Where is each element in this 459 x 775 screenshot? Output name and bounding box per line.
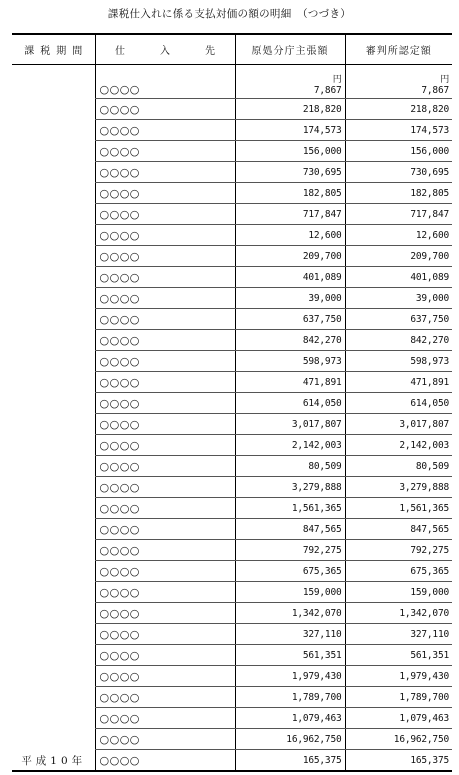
vendor-cell: ○○○○ bbox=[95, 666, 235, 687]
tribunal-amount-cell bbox=[345, 708, 452, 729]
vendor-cell: ○○○○ bbox=[95, 267, 235, 288]
vendor-cell: ○○○○ bbox=[95, 330, 235, 351]
header-tribunal-amount: 審判所認定額 bbox=[345, 34, 452, 65]
original-amount-cell bbox=[235, 162, 345, 183]
tribunal-amount-cell bbox=[345, 687, 452, 708]
original-amount-value: 12,600 bbox=[308, 229, 342, 241]
tribunal-amount-cell bbox=[345, 750, 452, 772]
original-amount-cell bbox=[235, 99, 345, 120]
tribunal-amount-value: 792,275 bbox=[410, 544, 449, 556]
original-amount-value: 1,789,700 bbox=[291, 691, 342, 703]
vendor-cell: ○○○○ bbox=[95, 624, 235, 645]
original-amount-cell bbox=[235, 477, 345, 498]
original-amount-value: 39,000 bbox=[308, 292, 342, 304]
tribunal-amount-value: 401,089 bbox=[410, 271, 449, 283]
original-amount-value: 156,000 bbox=[302, 145, 342, 157]
period-cell: 平成10年 bbox=[21, 755, 87, 767]
tribunal-amount-cell bbox=[345, 393, 452, 414]
tribunal-amount-value: 218,820 bbox=[410, 103, 449, 115]
original-amount-value: 792,275 bbox=[302, 544, 342, 556]
tribunal-amount-cell bbox=[345, 666, 452, 687]
vendor-cell: ○○○○ bbox=[95, 309, 235, 330]
tribunal-amount-value: 174,573 bbox=[410, 124, 449, 136]
original-amount-cell bbox=[235, 393, 345, 414]
original-amount-cell bbox=[235, 414, 345, 435]
original-amount-cell bbox=[235, 225, 345, 246]
vendor-cell: ○○○○ bbox=[95, 540, 235, 561]
original-amount-cell bbox=[235, 204, 345, 225]
vendor-cell: ○○○○ bbox=[95, 99, 235, 120]
tribunal-amount-value: 3,017,807 bbox=[399, 418, 449, 430]
tribunal-amount-value: 1,079,463 bbox=[399, 712, 449, 724]
vendor-cell: ○○○○ bbox=[95, 477, 235, 498]
table-row bbox=[12, 65, 452, 99]
tribunal-amount-cell bbox=[345, 519, 452, 540]
tribunal-amount-cell bbox=[345, 477, 452, 498]
original-amount-cell bbox=[235, 666, 345, 687]
tribunal-amount-value: 209,700 bbox=[410, 250, 449, 262]
tribunal-amount-cell bbox=[345, 603, 452, 624]
vendor-cell: ○○○○ bbox=[95, 414, 235, 435]
original-amount-value: 165,375 bbox=[302, 754, 342, 766]
tribunal-amount-cell bbox=[345, 288, 452, 309]
vendor-cell: ○○○○ bbox=[95, 372, 235, 393]
original-amount-value: 2,142,003 bbox=[291, 439, 342, 451]
tribunal-amount-cell bbox=[345, 225, 452, 246]
purchase-detail-table bbox=[12, 33, 452, 772]
tribunal-amount-value: 675,365 bbox=[410, 565, 449, 577]
original-amount-cell bbox=[235, 267, 345, 288]
tribunal-amount-value: 12,600 bbox=[415, 229, 449, 241]
original-amount-value: 218,820 bbox=[302, 103, 342, 115]
original-amount-cell bbox=[235, 519, 345, 540]
original-amount-cell bbox=[235, 351, 345, 372]
original-amount-value: 598,973 bbox=[302, 355, 342, 367]
original-amount-cell bbox=[235, 246, 345, 267]
vendor-cell: ○○○○ bbox=[95, 435, 235, 456]
header-vendor-text: 仕入先 bbox=[115, 46, 215, 57]
tribunal-amount-cell bbox=[345, 141, 452, 162]
vendor-cell: ○○○○ bbox=[95, 393, 235, 414]
tribunal-amount-cell bbox=[345, 582, 452, 603]
tribunal-amount-value: 7,867 bbox=[421, 85, 449, 96]
original-amount-cell bbox=[235, 330, 345, 351]
original-amount-value: 614,050 bbox=[302, 397, 342, 409]
original-amount-cell bbox=[235, 435, 345, 456]
unit-label: 円 bbox=[440, 75, 449, 85]
original-amount-cell bbox=[235, 729, 345, 750]
original-amount-value: 1,561,365 bbox=[291, 502, 342, 514]
original-amount-value: 561,351 bbox=[302, 649, 342, 661]
tribunal-amount-value: 471,891 bbox=[410, 376, 449, 388]
vendor-cell: ○○○○ bbox=[95, 162, 235, 183]
original-amount-cell bbox=[235, 624, 345, 645]
vendor-cell: ○○○○ bbox=[95, 645, 235, 666]
unit-label: 円 bbox=[332, 75, 342, 85]
original-amount-cell bbox=[235, 120, 345, 141]
original-amount-value: 80,509 bbox=[308, 460, 342, 472]
tribunal-amount-value: 182,805 bbox=[410, 187, 449, 199]
tribunal-amount-value: 1,789,700 bbox=[399, 691, 449, 703]
vendor-cell: ○○○○ bbox=[95, 687, 235, 708]
tribunal-amount-value: 842,270 bbox=[410, 334, 449, 346]
tribunal-amount-cell bbox=[345, 246, 452, 267]
tribunal-amount-value: 165,375 bbox=[410, 754, 449, 766]
tribunal-amount-cell bbox=[345, 267, 452, 288]
tribunal-amount-value: 637,750 bbox=[410, 313, 449, 325]
vendor-cell: ○○○○ bbox=[95, 204, 235, 225]
tribunal-amount-value: 3,279,888 bbox=[399, 481, 449, 493]
tribunal-amount-cell bbox=[345, 498, 452, 519]
original-amount-value: 471,891 bbox=[302, 376, 342, 388]
tribunal-amount-cell bbox=[345, 645, 452, 666]
tribunal-amount-value: 614,050 bbox=[410, 397, 449, 409]
vendor-cell: ○○○○ bbox=[95, 729, 235, 750]
tribunal-amount-cell bbox=[345, 624, 452, 645]
original-amount-value: 401,089 bbox=[302, 271, 342, 283]
original-amount-value: 842,270 bbox=[302, 334, 342, 346]
original-amount-cell bbox=[235, 750, 345, 772]
original-amount-cell bbox=[235, 183, 345, 204]
tribunal-amount-value: 156,000 bbox=[410, 145, 449, 157]
original-amount-value: 847,565 bbox=[302, 523, 342, 535]
tribunal-amount-value: 847,565 bbox=[410, 523, 449, 535]
vendor-cell: ○○○○ bbox=[95, 708, 235, 729]
original-amount-value: 675,365 bbox=[302, 565, 342, 577]
tribunal-amount-value: 1,342,070 bbox=[399, 607, 449, 619]
vendor-cell: ○○○○ bbox=[95, 498, 235, 519]
original-amount-value: 717,847 bbox=[302, 208, 342, 220]
vendor-cell: ○○○○ bbox=[95, 519, 235, 540]
vendor-cell: ○○○○ bbox=[95, 288, 235, 309]
tribunal-amount-cell bbox=[345, 120, 452, 141]
tribunal-amount-cell bbox=[345, 540, 452, 561]
tribunal-amount-value: 159,000 bbox=[410, 586, 449, 598]
tribunal-amount-cell bbox=[345, 456, 452, 477]
original-amount-value: 1,342,070 bbox=[291, 607, 342, 619]
tribunal-amount-cell bbox=[345, 435, 452, 456]
tribunal-amount-value: 730,695 bbox=[410, 166, 449, 178]
original-amount-value: 159,000 bbox=[302, 586, 342, 598]
original-amount-value: 327,110 bbox=[302, 628, 342, 640]
original-amount-cell bbox=[235, 582, 345, 603]
original-amount-value: 637,750 bbox=[302, 313, 342, 325]
tribunal-amount-value: 39,000 bbox=[415, 292, 449, 304]
original-amount-cell bbox=[235, 141, 345, 162]
original-amount-cell bbox=[235, 708, 345, 729]
vendor-cell: ○○○○ bbox=[95, 351, 235, 372]
original-amount-value: 3,017,807 bbox=[291, 418, 342, 430]
vendor-cell: ○○○○ bbox=[95, 582, 235, 603]
original-amount-cell bbox=[235, 498, 345, 519]
tribunal-amount-cell bbox=[345, 414, 452, 435]
tribunal-amount-value: 717,847 bbox=[410, 208, 449, 220]
original-amount-cell bbox=[235, 309, 345, 330]
page-title: 課税仕入れに係る支払対価の額の明細 （つづき） bbox=[107, 8, 352, 20]
tribunal-amount-value: 80,509 bbox=[415, 460, 449, 472]
tribunal-amount-cell bbox=[345, 309, 452, 330]
original-amount-value: 7,867 bbox=[313, 85, 342, 96]
original-amount-cell bbox=[235, 372, 345, 393]
original-amount-cell bbox=[235, 456, 345, 477]
tribunal-amount-value: 561,351 bbox=[410, 649, 449, 661]
tribunal-amount-value: 16,962,750 bbox=[393, 733, 449, 745]
original-amount-cell bbox=[235, 65, 345, 99]
original-amount-cell bbox=[235, 561, 345, 582]
vendor-cell: ○○○○ bbox=[95, 183, 235, 204]
vendor-cell: ○○○○ bbox=[95, 603, 235, 624]
tribunal-amount-cell bbox=[345, 65, 452, 99]
header-vendor bbox=[95, 34, 235, 65]
vendor-cell: ○○○○ bbox=[95, 120, 235, 141]
vendor-cell: ○○○○ bbox=[95, 561, 235, 582]
original-amount-value: 1,079,463 bbox=[291, 712, 342, 724]
original-amount-cell bbox=[235, 540, 345, 561]
tribunal-amount-cell bbox=[345, 183, 452, 204]
vendor-cell: ○○○○ bbox=[95, 225, 235, 246]
original-amount-value: 174,573 bbox=[302, 124, 342, 136]
tribunal-amount-value: 598,973 bbox=[410, 355, 449, 367]
original-amount-value: 1,979,430 bbox=[291, 670, 342, 682]
tribunal-amount-cell bbox=[345, 561, 452, 582]
original-amount-cell bbox=[235, 603, 345, 624]
tribunal-amount-value: 1,561,365 bbox=[399, 502, 449, 514]
table-header-row bbox=[12, 34, 452, 65]
original-amount-cell bbox=[235, 288, 345, 309]
tribunal-amount-cell bbox=[345, 351, 452, 372]
vendor-cell: ○○○○ bbox=[95, 456, 235, 477]
original-amount-value: 182,805 bbox=[302, 187, 342, 199]
original-amount-value: 16,962,750 bbox=[286, 733, 342, 745]
table-body bbox=[12, 65, 452, 772]
tribunal-amount-cell bbox=[345, 372, 452, 393]
tribunal-amount-value: 2,142,003 bbox=[399, 439, 449, 451]
vendor-cell: ○○○○ bbox=[95, 750, 235, 772]
original-amount-value: 3,279,888 bbox=[291, 481, 342, 493]
header-period: 課税期間 bbox=[12, 34, 95, 65]
vendor-cell: ○○○○ bbox=[95, 246, 235, 267]
tribunal-amount-cell bbox=[345, 162, 452, 183]
tribunal-amount-cell bbox=[345, 204, 452, 225]
tribunal-amount-value: 327,110 bbox=[410, 628, 449, 640]
tribunal-amount-cell bbox=[345, 330, 452, 351]
original-amount-value: 209,700 bbox=[302, 250, 342, 262]
vendor-cell: ○○○○ bbox=[95, 141, 235, 162]
vendor-cell: ○○○○ bbox=[95, 65, 235, 99]
tribunal-amount-cell bbox=[345, 729, 452, 750]
original-amount-value: 730,695 bbox=[302, 166, 342, 178]
original-amount-cell bbox=[235, 645, 345, 666]
tribunal-amount-cell bbox=[345, 99, 452, 120]
header-original-amount: 原処分庁主張額 bbox=[235, 34, 345, 65]
original-amount-cell bbox=[235, 687, 345, 708]
tribunal-amount-value: 1,979,430 bbox=[399, 670, 449, 682]
